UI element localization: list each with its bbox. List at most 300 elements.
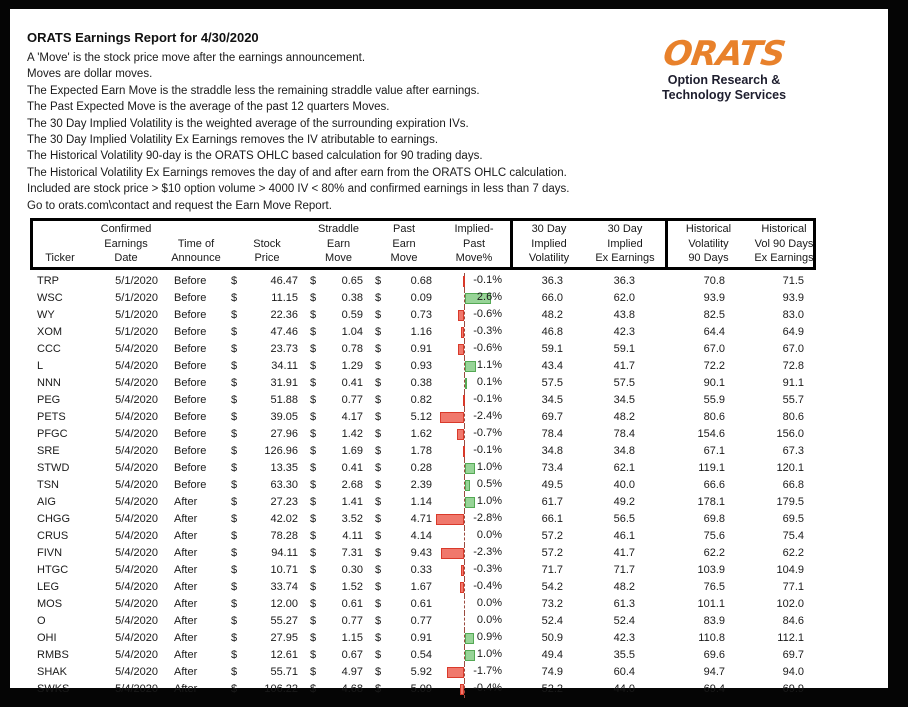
cell-stock_price [224, 343, 304, 355]
money-value: 0.93 [410, 360, 432, 373]
cell-implied_past_move_label [435, 290, 507, 307]
currency-symbol: $ [231, 547, 238, 560]
cell-earnings_date: 5/1/2020 [115, 309, 158, 322]
cell-ticker: TSN [37, 479, 59, 492]
currency-symbol: $ [375, 615, 382, 628]
column-header-line: Ticker [45, 252, 75, 265]
cell-implied_past_move_label [435, 647, 507, 664]
cell-straddle_earn_move [304, 479, 367, 491]
currency-symbol: $ [310, 275, 317, 288]
table-row [30, 528, 816, 545]
cell-hv_90d: 55.9 [703, 394, 725, 407]
column-header-straddle_earn_move [307, 221, 370, 267]
money-value: 3.52 [341, 513, 363, 526]
currency-symbol: $ [310, 309, 317, 322]
move-bar-positive [465, 378, 467, 389]
cell-iv_30d_ex: 34.5 [613, 394, 635, 407]
cell-straddle_earn_move [304, 360, 367, 372]
money-value: 22.36 [270, 309, 298, 322]
cell-iv_30d: 66.1 [541, 513, 563, 526]
currency-symbol: $ [375, 275, 382, 288]
cell-announce: Before [174, 428, 207, 441]
description-line: The 30 Day Implied Volatility is the weighted average of the surrounding expiration IVs. [27, 117, 469, 130]
money-value: 47.46 [270, 326, 298, 339]
cell-past_earn_move [367, 360, 435, 372]
cell-iv_30d_ex: 52.4 [613, 615, 635, 628]
currency-symbol: $ [231, 411, 238, 424]
cell-hv_90d_ex: 80.6 [782, 411, 804, 424]
currency-symbol: $ [310, 292, 317, 305]
cell-stock_price [224, 530, 304, 542]
money-value: 1.62 [410, 428, 432, 441]
table-row [30, 460, 816, 477]
currency-symbol: $ [231, 445, 238, 458]
cell-past_earn_move [367, 428, 435, 440]
cell-iv_30d_ex: 48.2 [613, 411, 635, 424]
cell-straddle_earn_move [304, 547, 367, 559]
column-header-line: Date [114, 252, 138, 265]
table-row [30, 494, 816, 511]
currency-symbol: $ [375, 377, 382, 390]
money-value: 0.09 [410, 292, 432, 305]
column-header-implied_past_move_label [438, 221, 510, 267]
cell-straddle_earn_move [304, 411, 367, 423]
cell-straddle_earn_move [304, 394, 367, 406]
currency-symbol: $ [310, 513, 317, 526]
currency-symbol: $ [310, 547, 317, 560]
move-percent-label: -0.6% [473, 307, 502, 320]
cell-announce: After [174, 513, 198, 526]
money-value: 1.29 [341, 360, 363, 373]
table-row [30, 307, 816, 324]
description-line: The Historical Volatility Ex Earnings removes the day of and after earn from the ORATS OHLC calculation. [27, 166, 567, 179]
table-row [30, 443, 816, 460]
cell-implied_past_move_label [435, 596, 507, 613]
cell-earnings_date: 5/4/2020 [115, 445, 158, 458]
move-bar-negative [447, 667, 464, 678]
cell-earnings_date: 5/1/2020 [115, 326, 158, 339]
cell-iv_30d: 71.7 [541, 564, 563, 577]
cell-hv_90d_ex: 91.1 [782, 377, 804, 390]
currency-symbol: $ [375, 428, 382, 441]
currency-symbol: $ [310, 462, 317, 475]
move-zero-axis [464, 528, 465, 545]
column-header-line: Announce [171, 252, 221, 265]
cell-stock_price [224, 445, 304, 457]
money-value: 2.39 [410, 479, 432, 492]
column-header-line: Implied [607, 237, 643, 250]
currency-symbol: $ [375, 683, 382, 696]
currency-symbol: $ [310, 615, 317, 628]
cell-iv_30d: 57.2 [541, 530, 563, 543]
cell-hv_90d_ex: 67.3 [782, 445, 804, 458]
cell-announce: After [174, 547, 198, 560]
table-row [30, 392, 816, 409]
currency-symbol: $ [310, 649, 317, 662]
money-value: 94.11 [271, 547, 298, 560]
money-value: 0.91 [410, 343, 432, 356]
cell-iv_30d_ex: 42.3 [613, 632, 635, 645]
currency-symbol: $ [231, 513, 238, 526]
cell-stock_price [224, 479, 304, 491]
currency-symbol: $ [375, 326, 382, 339]
cell-earnings_date: 5/4/2020 [115, 462, 158, 475]
money-value: 5.92 [410, 666, 432, 679]
description-line: The Expected Earn Move is the straddle less the remaining straddle value after earnings. [27, 84, 480, 97]
cell-earnings_date: 5/4/2020 [115, 479, 158, 492]
money-value: 11.15 [271, 292, 298, 305]
currency-symbol: $ [231, 564, 238, 577]
money-value: 63.30 [270, 479, 298, 492]
cell-hv_90d: 82.5 [703, 309, 725, 322]
cell-ticker: STWD [37, 462, 70, 475]
move-bar-negative [463, 395, 465, 406]
money-value: 33.74 [270, 581, 298, 594]
cell-implied_past_move_label [435, 579, 507, 596]
cell-hv_90d: 94.7 [703, 666, 725, 679]
currency-symbol: $ [231, 326, 238, 339]
cell-hv_90d: 69.8 [703, 513, 725, 526]
move-percent-label: -0.1% [473, 273, 502, 286]
table-row [30, 647, 816, 664]
cell-announce: Before [174, 326, 207, 339]
cell-hv_90d_ex: 156.0 [776, 428, 804, 441]
cell-announce: Before [174, 309, 207, 322]
cell-earnings_date: 5/4/2020 [115, 649, 158, 662]
cell-announce: Before [174, 445, 207, 458]
money-value: 1.78 [410, 445, 432, 458]
description-line: The Past Expected Move is the average of the past 12 quarters Moves. [27, 101, 390, 114]
move-percent-label: -0.3% [473, 324, 502, 337]
cell-implied_past_move_label [435, 477, 507, 494]
cell-announce: Before [174, 360, 207, 373]
currency-symbol: $ [310, 377, 317, 390]
cell-ticker: MOS [37, 598, 63, 611]
cell-hv_90d: 178.1 [697, 496, 725, 509]
cell-iv_30d_ex: 62.0 [613, 292, 635, 305]
cell-stock_price [224, 326, 304, 338]
cell-hv_90d_ex: 69.9 [782, 683, 804, 696]
cell-earnings_date: 5/1/2020 [115, 275, 158, 288]
cell-stock_price [224, 598, 304, 610]
cell-past_earn_move [367, 649, 435, 661]
cell-straddle_earn_move [304, 666, 367, 678]
money-value: 42.02 [270, 513, 298, 526]
column-header-hv_90d_ex [749, 221, 819, 267]
cell-earnings_date: 5/4/2020 [115, 581, 158, 594]
cell-implied_past_move_label [435, 681, 507, 698]
currency-symbol: $ [375, 292, 382, 305]
cell-past_earn_move [367, 394, 435, 406]
table-row [30, 358, 816, 375]
cell-hv_90d: 69.6 [703, 649, 725, 662]
currency-symbol: $ [310, 343, 317, 356]
cell-hv_90d: 64.4 [703, 326, 725, 339]
money-value: 27.95 [270, 632, 298, 645]
move-percent-label: -0.4% [473, 579, 502, 592]
cell-iv_30d: 49.4 [541, 649, 563, 662]
cell-iv_30d: 57.2 [541, 547, 563, 560]
cell-straddle_earn_move [304, 615, 367, 627]
currency-symbol: $ [375, 547, 382, 560]
currency-symbol: $ [375, 343, 382, 356]
cell-stock_price [224, 360, 304, 372]
column-header-line: Straddle [318, 223, 359, 236]
money-value: 0.59 [341, 309, 363, 322]
cell-iv_30d_ex: 57.5 [613, 377, 635, 390]
move-percent-label: -0.1% [473, 443, 502, 456]
money-value: 5.12 [410, 411, 432, 424]
column-header-ticker [33, 221, 87, 267]
cell-hv_90d_ex: 179.5 [776, 496, 804, 509]
description-line: Go to orats.com\contact and request the Earn Move Report. [27, 199, 332, 212]
table-row [30, 477, 816, 494]
cell-past_earn_move [367, 343, 435, 355]
money-value: 78.28 [270, 530, 298, 543]
currency-symbol: $ [375, 411, 382, 424]
cell-hv_90d: 83.9 [703, 615, 725, 628]
money-value: 1.42 [341, 428, 363, 441]
cell-past_earn_move [367, 530, 435, 542]
cell-past_earn_move [367, 445, 435, 457]
cell-iv_30d: 43.4 [541, 360, 563, 373]
cell-stock_price [224, 428, 304, 440]
cell-iv_30d_ex: 49.2 [613, 496, 635, 509]
cell-earnings_date: 5/4/2020 [115, 411, 158, 424]
cell-past_earn_move [367, 377, 435, 389]
cell-iv_30d: 50.9 [541, 632, 563, 645]
cell-iv_30d: 46.8 [541, 326, 563, 339]
table-row [30, 681, 816, 698]
cell-hv_90d: 67.0 [703, 343, 725, 356]
cell-earnings_date: 5/4/2020 [115, 547, 158, 560]
currency-symbol: $ [375, 530, 382, 543]
move-bar-negative [460, 684, 464, 695]
description-line: Moves are dollar moves. [27, 68, 153, 81]
cell-hv_90d_ex: 55.7 [782, 394, 804, 407]
currency-symbol: $ [375, 462, 382, 475]
cell-stock_price [224, 377, 304, 389]
money-value: 0.73 [410, 309, 432, 322]
currency-symbol: $ [375, 581, 382, 594]
move-zero-axis [464, 613, 465, 630]
money-value: 0.61 [341, 598, 363, 611]
cell-implied_past_move_label [435, 528, 507, 545]
column-header-line: Move [325, 252, 352, 265]
column-header-line: Implied [531, 237, 567, 250]
cell-stock_price [224, 513, 304, 525]
column-header-line: Move [390, 252, 418, 265]
money-value: 31.91 [270, 377, 298, 390]
money-value: 0.68 [410, 275, 432, 288]
column-header-line: Past [462, 237, 485, 250]
column-header-announce [165, 221, 227, 267]
cell-hv_90d_ex: 77.1 [782, 581, 804, 594]
table-row [30, 613, 816, 630]
move-zero-axis [464, 579, 465, 596]
currency-symbol: $ [310, 666, 317, 679]
cell-iv_30d_ex: 41.7 [613, 547, 635, 560]
cell-iv_30d: 52.4 [541, 615, 563, 628]
cell-hv_90d: 119.1 [698, 462, 725, 475]
cell-hv_90d: 93.9 [703, 292, 725, 305]
money-value: 0.77 [410, 615, 432, 628]
currency-symbol: $ [375, 649, 382, 662]
cell-implied_past_move_label [435, 562, 507, 579]
cell-straddle_earn_move [304, 377, 367, 389]
cell-hv_90d: 69.4 [703, 683, 725, 696]
cell-past_earn_move [367, 326, 435, 338]
money-value: 4.17 [341, 411, 363, 424]
money-value: 10.71 [270, 564, 298, 577]
move-zero-axis [464, 307, 465, 324]
move-bar-positive [465, 650, 475, 661]
cell-ticker: PEG [37, 394, 61, 407]
cell-iv_30d: 34.5 [541, 394, 563, 407]
money-value: 7.31 [341, 547, 363, 560]
move-bar-negative [463, 276, 465, 287]
money-value: 1.04 [341, 326, 363, 339]
money-value: 0.41 [341, 462, 363, 475]
cell-stock_price [224, 309, 304, 321]
orats-logo [648, 34, 800, 102]
cell-earnings_date: 5/4/2020 [115, 360, 158, 373]
currency-symbol: $ [231, 615, 238, 628]
cell-ticker: LEG [37, 581, 60, 594]
column-header-line: Earn [392, 237, 416, 250]
cell-hv_90d: 70.8 [703, 275, 725, 288]
table-body [30, 273, 816, 698]
column-header-stock_price [227, 221, 307, 267]
currency-symbol: $ [375, 394, 382, 407]
column-header-line: Confirmed [100, 223, 152, 236]
cell-announce: After [174, 615, 198, 628]
move-bar-negative [460, 582, 464, 593]
cell-announce: After [174, 683, 198, 696]
money-value: 0.78 [341, 343, 363, 356]
currency-symbol: $ [231, 462, 238, 475]
column-header-line: Volatility [688, 237, 729, 250]
table-row [30, 409, 816, 426]
money-value: 12.00 [270, 598, 298, 611]
cell-hv_90d: 110.8 [698, 632, 725, 645]
cell-ticker: OHI [37, 632, 57, 645]
money-value: 5.09 [410, 683, 432, 696]
move-percent-label: 0.0% [476, 528, 502, 541]
cell-iv_30d_ex: 46.1 [613, 530, 635, 543]
currency-symbol: $ [310, 326, 317, 339]
page-title: ORATS Earnings Report for 4/30/2020 [27, 30, 259, 45]
cell-ticker: TRP [37, 275, 59, 288]
table-row [30, 290, 816, 307]
currency-symbol: $ [231, 360, 238, 373]
cell-hv_90d: 101.1 [697, 598, 725, 611]
cell-implied_past_move_label [435, 613, 507, 630]
orats-logo-wordmark: ORATS [660, 34, 788, 74]
currency-symbol: $ [310, 479, 317, 492]
cell-announce: Before [174, 275, 207, 288]
cell-iv_30d_ex: 62.1 [613, 462, 635, 475]
currency-symbol: $ [375, 479, 382, 492]
money-value: 13.35 [270, 462, 298, 475]
money-value: 4.68 [341, 683, 363, 696]
table-row [30, 562, 816, 579]
cell-ticker: RMBS [37, 649, 69, 662]
cell-hv_90d: 154.6 [697, 428, 725, 441]
cell-stock_price [224, 564, 304, 576]
column-header-line: Time of [177, 237, 215, 250]
money-value: 106.22 [264, 683, 298, 696]
cell-earnings_date: 5/1/2020 [115, 292, 158, 305]
move-percent-label: -0.7% [473, 426, 502, 439]
logo-tagline-line2: Technology Services [661, 87, 787, 102]
cell-hv_90d_ex: 112.1 [777, 632, 804, 645]
money-value: 0.38 [410, 377, 432, 390]
table-row [30, 375, 816, 392]
cell-ticker: O [37, 615, 46, 628]
cell-hv_90d_ex: 75.4 [782, 530, 804, 543]
column-header-line: Move% [455, 252, 493, 265]
money-value: 23.73 [270, 343, 298, 356]
cell-iv_30d: 78.4 [541, 428, 563, 441]
cell-earnings_date: 5/4/2020 [115, 530, 158, 543]
cell-ticker: SRE [37, 445, 60, 458]
column-header-hv_90d [665, 221, 749, 267]
cell-past_earn_move [367, 598, 435, 610]
move-zero-axis [464, 664, 465, 681]
cell-hv_90d_ex: 62.2 [782, 547, 804, 560]
currency-symbol: $ [375, 632, 382, 645]
cell-iv_30d_ex: 40.0 [613, 479, 635, 492]
cell-implied_past_move_label [435, 630, 507, 647]
logo-tagline [648, 73, 800, 102]
money-value: 0.61 [410, 598, 432, 611]
move-zero-axis [464, 511, 465, 528]
move-zero-axis [464, 341, 465, 358]
currency-symbol: $ [310, 445, 317, 458]
cell-past_earn_move [367, 513, 435, 525]
money-value: 0.77 [341, 615, 363, 628]
cell-straddle_earn_move [304, 564, 367, 576]
cell-implied_past_move_label [435, 664, 507, 681]
cell-ticker: NNN [37, 377, 61, 390]
cell-earnings_date: 5/4/2020 [115, 343, 158, 356]
currency-symbol: $ [375, 360, 382, 373]
cell-hv_90d_ex: 66.8 [782, 479, 804, 492]
cell-stock_price [224, 292, 304, 304]
move-bar-negative [441, 548, 464, 559]
column-header-earnings_date [87, 221, 165, 267]
move-zero-axis [464, 409, 465, 426]
money-value: 51.88 [270, 394, 298, 407]
move-bar-positive [465, 633, 474, 644]
cell-announce: Before [174, 411, 207, 424]
money-value: 1.14 [410, 496, 432, 509]
money-value: 46.47 [270, 275, 298, 288]
cell-iv_30d: 57.5 [541, 377, 563, 390]
money-value: 0.30 [341, 564, 363, 577]
cell-hv_90d: 66.6 [703, 479, 725, 492]
cell-hv_90d_ex: 94.0 [782, 666, 804, 679]
cell-iv_30d: 66.0 [541, 292, 563, 305]
cell-announce: Before [174, 462, 207, 475]
currency-symbol: $ [310, 581, 317, 594]
column-header-past_earn_move [370, 221, 438, 267]
cell-iv_30d: 36.3 [541, 275, 563, 288]
column-header-line: Historical [761, 223, 807, 236]
cell-hv_90d_ex: 120.1 [776, 462, 804, 475]
move-bar-negative [440, 412, 464, 423]
